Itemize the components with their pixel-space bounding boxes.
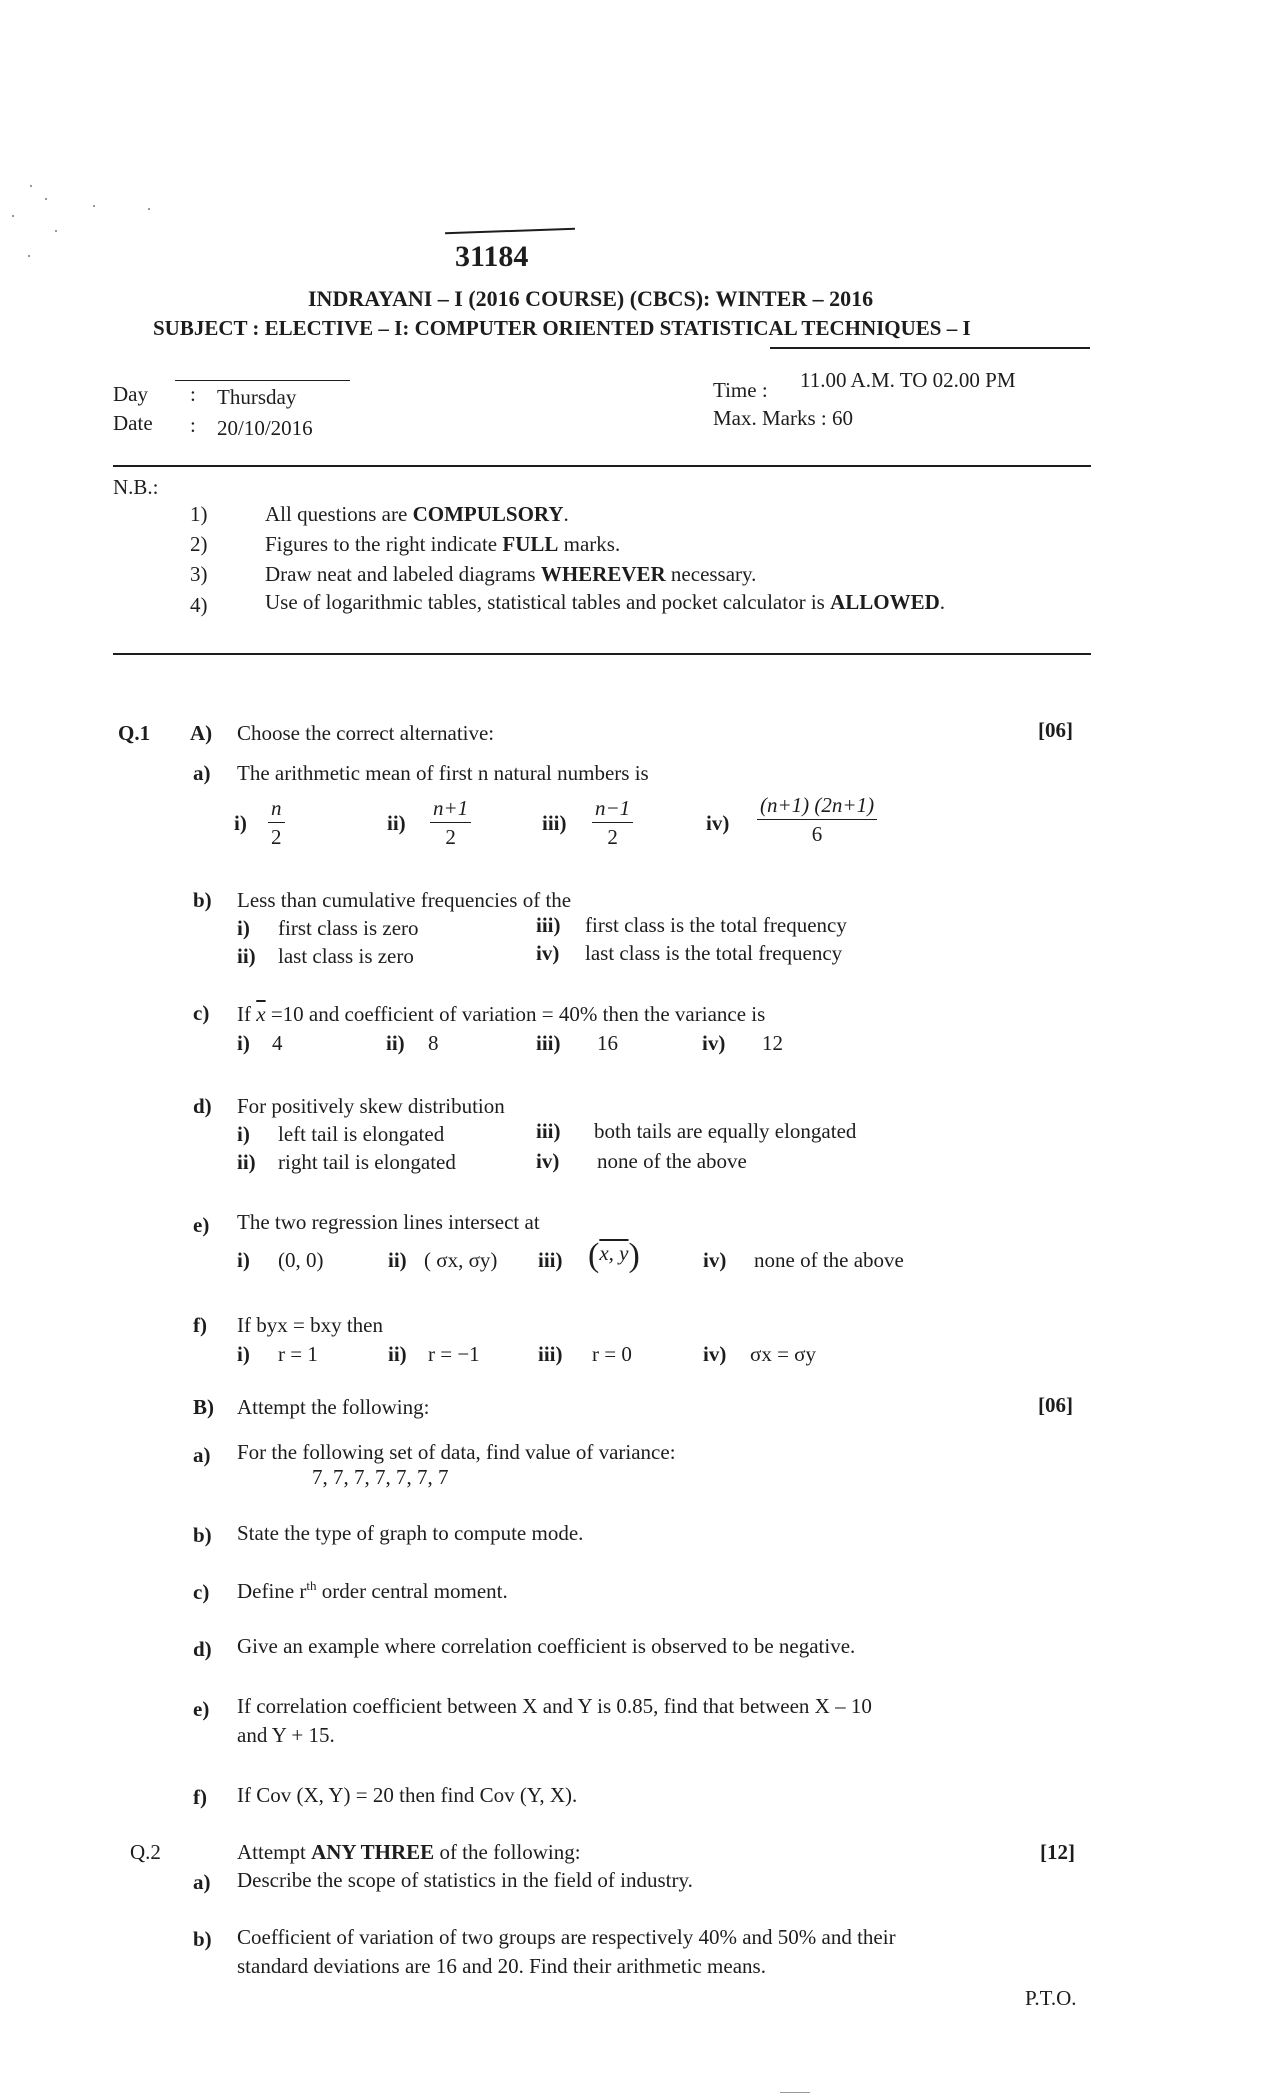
q1b-item-text: For the following set of data, find value of variance: [237,1440,676,1464]
divider-bottom [113,653,1091,655]
option-number: iv) [536,1149,560,1173]
date-value: 20/10/2016 [217,416,313,440]
q1a-d-text: For positively skew distribution [237,1094,505,1118]
option-text: ( σx, σy) [424,1248,498,1272]
q1a-label: A) [190,721,213,745]
option-number: i) [237,1248,250,1272]
nb-num: 3) [190,562,208,586]
day-value: Thursday [217,385,297,409]
fraction-n-plus-1-over-2: $\frac{n+1}{2}$ [430,798,471,848]
option-text: both tails are equally elongated [594,1119,857,1143]
option-text: r = 0 [592,1342,632,1366]
option-number: iii) [536,1119,561,1143]
day-label: Day [113,382,148,406]
option-number: iv) [536,941,560,965]
q1b-item-label: c) [193,1580,210,1604]
q2-marks: [12] [1040,1840,1075,1864]
q1b-marks: [06] [1038,1393,1073,1417]
nb-num: 2) [190,532,208,556]
option-number: ii) [388,1248,407,1272]
divider-top [113,465,1091,467]
option-number: i) [234,811,247,835]
q1a-c-text: If $\overline{x} =10$ and coefficient of variation = 40% then the variance is [237,1002,766,1026]
q1b-item-text: If Cov (X, Y) = 20 then find Cov (Y, X). [237,1783,578,1807]
q1a-marks: [06] [1038,718,1073,742]
option-text: 12 [762,1031,783,1055]
q1b-title: Attempt the following: [237,1395,430,1419]
paper-code: 31184 [455,240,529,273]
q2-item-text: Coefficient of variation of two groups are respectively 40% and 50% and their [237,1925,896,1949]
q1a-b-text: Less than cumulative frequencies of the [237,888,572,912]
q1a-title: Choose the correct alternative: [237,721,495,745]
option-text: r = −1 [428,1342,480,1366]
nb-item: Use of logarithmic tables, statistical tables and pocket calculator is ALLOWED. [265,590,946,614]
q1b-item-text-cont: and Y + 15. [237,1723,335,1747]
q1b-item-text: If correlation coefficient between X and Y is 0.85, find that between X – 10 [237,1694,872,1718]
pto-label: P.T.O. [1025,1986,1077,2010]
option-text: first class is the total frequency [585,913,847,937]
option-number: iii) [538,1248,563,1272]
option-number: i) [237,1031,250,1055]
q1b-label: B) [193,1395,214,1419]
scan-speck [93,205,95,207]
q1b-item-text: State the type of graph to compute mode. [237,1521,584,1545]
time-value: 11.00 A.M. TO 02.00 PM [800,368,1016,392]
subject-title: SUBJECT : ELECTIVE – I: COMPUTER ORIENTED STATISTICAL TECHNIQUES – I [153,316,971,340]
nb-item: Figures to the right indicate FULL marks. [265,532,621,556]
q1b-item-text: Define $r^{th}$ order central moment. [237,1578,508,1603]
scan-speck [30,185,32,187]
scan-mark [780,2092,810,2093]
option-number: ii) [387,811,406,835]
q1b-data-values: 7, 7, 7, 7, 7, 7, 7 [312,1465,449,1489]
option-text: none of the above [754,1248,904,1272]
option-text: 16 [597,1031,618,1055]
option-number: i) [237,916,250,940]
option-number: iii) [538,1342,563,1366]
option-number: iv) [703,1248,727,1272]
header-overline [445,228,575,234]
fraction-n-over-2: $\frac{n}{2}$ [268,798,285,848]
option-number: iii) [542,811,567,835]
option-text: 8 [428,1031,439,1055]
option-number: iii) [536,1031,561,1055]
option-text: σx = σy [750,1342,816,1366]
option-text: last class is the total frequency [585,941,843,965]
q1a-c-label: c) [193,1001,210,1025]
q1b-item-label: e) [193,1697,210,1721]
subject-underline [770,347,1090,349]
q2-item-text: Describe the scope of statistics in the field of industry. [237,1868,693,1892]
scan-speck [12,215,14,217]
option-number: ii) [237,1150,256,1174]
q2-item-label: a) [193,1870,211,1894]
fraction-product-over-6: $\frac{(n+1) (2n+1)}{6}$ [757,795,877,845]
option-text: right tail is elongated [278,1150,456,1174]
q2-item-text-cont: standard deviations are 16 and 20. Find their arithmetic means. [237,1954,766,1978]
option-number: iv) [706,811,730,835]
option-text: left tail is elongated [278,1122,445,1146]
info-overline [175,380,350,381]
option-number: iii) [536,913,561,937]
nb-num: 1) [190,502,208,526]
scan-speck [55,230,57,232]
q1a-a-label: a) [193,761,211,785]
option-text: (x, y) [588,1237,640,1274]
date-colon: : [190,413,196,437]
fraction-n-minus-1-over-2: $\frac{n-1}{2}$ [592,798,633,848]
date-label: Date [113,411,153,435]
option-text: (0, 0) [278,1248,324,1272]
q2-label: Q.2 [130,1840,161,1864]
q1a-f-label: f) [193,1313,207,1337]
nb-item: All questions are COMPULSORY. [265,502,569,526]
option-text: none of the above [597,1149,747,1173]
scan-speck [148,208,150,210]
nb-item: Draw neat and labeled diagrams WHEREVER necessary. [265,562,757,586]
exam-title: INDRAYANI – I (2016 COURSE) (CBCS): WINTER – 2016 [308,286,874,311]
option-text: last class is zero [278,944,414,968]
option-text: r = 1 [278,1342,318,1366]
option-number: ii) [237,944,256,968]
option-text: 4 [272,1031,283,1055]
q1a-e-text: The two regression lines intersect at [237,1210,540,1234]
nb-num: 4) [190,593,208,617]
q1b-item-label: d) [193,1637,212,1661]
q1a-e-label: e) [193,1213,210,1237]
q1a-f-text: If byx = bxy then [237,1313,383,1337]
day-colon: : [190,382,196,406]
q1b-item-label: b) [193,1523,212,1547]
q2-item-label: b) [193,1927,212,1951]
time-label: Time : [713,378,768,402]
option-number: i) [237,1342,250,1366]
q1b-item-label: f) [193,1785,207,1809]
q1a-d-label: d) [193,1094,212,1118]
option-number: iv) [703,1342,727,1366]
q1a-a-text: The arithmetic mean of first n natural numbers is [237,761,649,785]
option-number: ii) [386,1031,405,1055]
nb-label: N.B.: [113,475,159,499]
q1b-item-label: a) [193,1443,211,1467]
option-number: i) [237,1122,250,1146]
option-number: iv) [702,1031,726,1055]
q1-label: Q.1 [118,721,151,745]
q2-title: Attempt ANY THREE of the following: [237,1840,581,1864]
max-marks: Max. Marks : 60 [713,406,853,430]
scan-speck [45,198,47,200]
scan-speck [28,255,30,257]
option-text: first class is zero [278,916,419,940]
option-number: ii) [388,1342,407,1366]
q1a-b-label: b) [193,888,212,912]
q1b-item-text: Give an example where correlation coefficient is observed to be negative. [237,1634,856,1658]
